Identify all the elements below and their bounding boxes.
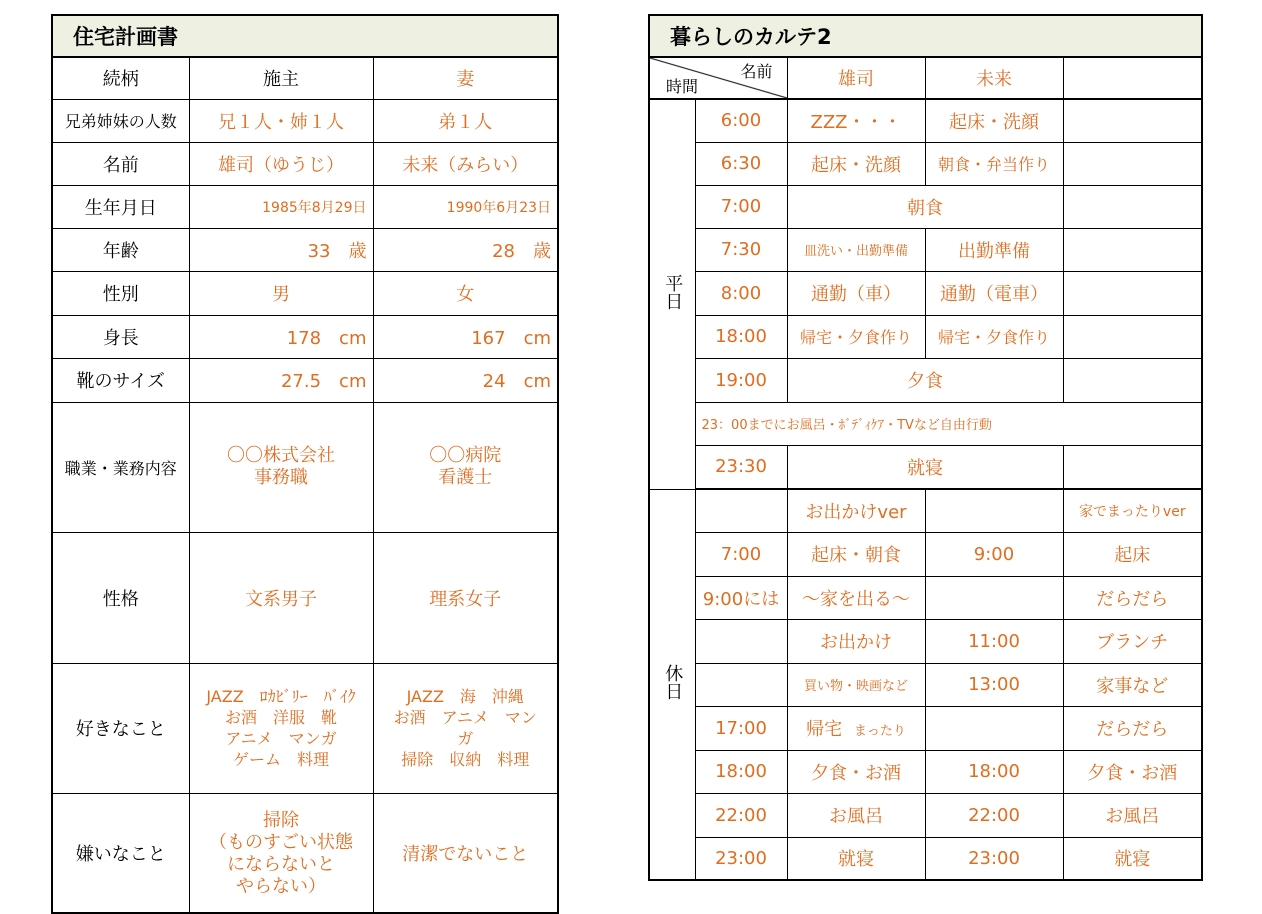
wife-alt-cell: だらだら: [1063, 706, 1202, 750]
holiday-label-cell: [649, 489, 695, 880]
holiday-row: [649, 489, 1202, 532]
relax-text: まったり: [853, 724, 906, 739]
husband-cell: 起床・朝食: [787, 532, 925, 576]
wife-alt-cell: だらだら: [1063, 576, 1202, 619]
husband-cell: お出かけver: [787, 489, 925, 532]
row-label: 続柄: [52, 57, 189, 99]
row-birthday: [52, 185, 558, 228]
husband-cell: JAZZ ﾛｶﾋﾞﾘｰ ﾊﾞｲｸ お酒 洋服 靴 アニメ マンガ ゲーム 料理: [189, 663, 373, 793]
wife-cell: 女: [373, 271, 558, 315]
husband-cell: お風呂: [787, 793, 925, 837]
wife-cell: 通勤（電車）: [925, 271, 1063, 315]
wife-cell: 23:00: [925, 837, 1063, 880]
time-cell: 23:30: [695, 445, 787, 489]
husband-cell: 178 cm: [189, 315, 373, 358]
husband-cell: 文系男子: [189, 532, 373, 663]
husband-cell: 1985年8月29日: [189, 185, 373, 228]
holiday-label: 休日: [662, 664, 684, 701]
row-shoe-size: [52, 358, 558, 402]
husband-cell: お出かけ: [787, 619, 925, 663]
husband-cell: 通勤（車）: [787, 271, 925, 315]
extra-cell: [1063, 185, 1202, 228]
husband-cell: 施主: [189, 57, 373, 99]
housing-plan-title: 住宅計画書: [52, 15, 558, 57]
holiday-row: [649, 663, 1202, 706]
extra-cell: [1063, 228, 1202, 271]
weekday-label-cell: [649, 99, 695, 489]
wife-alt-cell: 夕食・お酒: [1063, 750, 1202, 793]
wife-cell: 朝食・弁当作り: [925, 142, 1063, 185]
husband-cell: 掃除 （ものすごい状態 にならないと やらない）: [189, 793, 373, 913]
holiday-row: [649, 576, 1202, 619]
time-cell: 7:00: [695, 185, 787, 228]
holiday-row: [649, 750, 1202, 793]
row-label: 好きなこと: [52, 663, 189, 793]
wife-cell: 〇〇病院 看護士: [373, 402, 558, 532]
holiday-row: [649, 619, 1202, 663]
husband-cell: 兄１人・姉１人: [189, 99, 373, 142]
time-cell: 18:00: [695, 315, 787, 358]
extra-cell: [1063, 358, 1202, 402]
lifestyle-chart-table: [648, 14, 1203, 881]
weekday-row: [649, 228, 1202, 271]
row-name: [52, 142, 558, 185]
weekday-label: 平日: [662, 274, 684, 311]
husband-cell: 27.5 cm: [189, 358, 373, 402]
home-text: 帰宅: [806, 719, 843, 740]
wife-cell: 未来（みらい）: [373, 142, 558, 185]
row-height: [52, 315, 558, 358]
weekday-row: [649, 142, 1202, 185]
husband-cell: 皿洗い・出勤準備: [787, 228, 925, 271]
extra-cell: [1063, 99, 1202, 142]
row-label: 兄弟姉妹の人数: [52, 99, 189, 142]
weekday-row: [649, 315, 1202, 358]
wife-cell: 起床・洗顔: [925, 99, 1063, 142]
person3-header: [1063, 57, 1202, 99]
row-label: 性格: [52, 532, 189, 663]
husband-cell: 雄司（ゆうじ）: [189, 142, 373, 185]
time-cell: [695, 663, 787, 706]
husband-cell: 33 歳: [189, 228, 373, 271]
husband-cell: 起床・洗顔: [787, 142, 925, 185]
wife-cell: 9:00: [925, 532, 1063, 576]
person1-header: 雄司: [787, 57, 925, 99]
wife-cell: 13:00: [925, 663, 1063, 706]
wife-cell: 11:00: [925, 619, 1063, 663]
time-cell: 17:00: [695, 706, 787, 750]
wife-cell: 理系女子: [373, 532, 558, 663]
wife-cell: 出勤準備: [925, 228, 1063, 271]
husband-cell: 就寝: [787, 837, 925, 880]
person2-header: 未来: [925, 57, 1063, 99]
name-header: 名前: [740, 62, 773, 81]
time-cell: [695, 489, 787, 532]
name-time-corner: [649, 57, 787, 99]
shared-cell: 就寝: [787, 445, 1063, 489]
time-cell: 6:30: [695, 142, 787, 185]
holiday-row: [649, 793, 1202, 837]
extra-cell: [1063, 445, 1202, 489]
husband-cell: 〇〇株式会社 事務職: [189, 402, 373, 532]
weekday-row: [649, 445, 1202, 489]
row-gender: [52, 271, 558, 315]
holiday-row: [649, 837, 1202, 880]
row-dislikes: [52, 793, 558, 913]
husband-cell: 夕食・お酒: [787, 750, 925, 793]
time-cell: 7:00: [695, 532, 787, 576]
wife-cell: [925, 489, 1063, 532]
extra-cell: [1063, 315, 1202, 358]
row-label: 性別: [52, 271, 189, 315]
wife-cell: 弟１人: [373, 99, 558, 142]
lifestyle-chart-title: 暮らしのカルテ2: [649, 15, 1202, 57]
husband-cell: 買い物・映画など: [787, 663, 925, 706]
row-personality: [52, 532, 558, 663]
time-cell: 18:00: [695, 750, 787, 793]
wife-alt-cell: 家事など: [1063, 663, 1202, 706]
weekday-row: [649, 185, 1202, 228]
row-age: [52, 228, 558, 271]
header-row: [649, 57, 1202, 99]
wife-cell: [925, 576, 1063, 619]
time-cell: 19:00: [695, 358, 787, 402]
row-label: 職業・業務内容: [52, 402, 189, 532]
shared-cell: 夕食: [787, 358, 1063, 402]
wife-alt-cell: ブランチ: [1063, 619, 1202, 663]
wife-cell: 22:00: [925, 793, 1063, 837]
husband-cell: [787, 706, 925, 750]
wife-cell: [925, 706, 1063, 750]
wife-cell: 清潔でないこと: [373, 793, 558, 913]
wife-alt-cell: お風呂: [1063, 793, 1202, 837]
wife-cell: JAZZ 海 沖縄 お酒 アニメ マン ガ 掃除 収納 料理: [373, 663, 558, 793]
wife-cell: 妻: [373, 57, 558, 99]
husband-cell: ZZZ・・・: [787, 99, 925, 142]
row-label: 身長: [52, 315, 189, 358]
weekday-row: [649, 358, 1202, 402]
row-occupation: [52, 402, 558, 532]
wife-alt-cell: 家でまったりver: [1063, 489, 1202, 532]
row-siblings: [52, 99, 558, 142]
husband-cell: 帰宅・夕食作り: [787, 315, 925, 358]
time-cell: 9:00には: [695, 576, 787, 619]
time-header: 時間: [666, 77, 699, 96]
time-cell: [695, 619, 787, 663]
wife-cell: 24 cm: [373, 358, 558, 402]
time-cell: 7:30: [695, 228, 787, 271]
row-label: 靴のサイズ: [52, 358, 189, 402]
wife-cell: 1990年6月23日: [373, 185, 558, 228]
wife-alt-cell: 就寝: [1063, 837, 1202, 880]
weekday-row: [649, 271, 1202, 315]
wife-cell: 18:00: [925, 750, 1063, 793]
time-cell: 6:00: [695, 99, 787, 142]
shared-cell: 朝食: [787, 185, 1063, 228]
row-likes: [52, 663, 558, 793]
row-label: 年齢: [52, 228, 189, 271]
extra-cell: [1063, 142, 1202, 185]
wife-cell: 167 cm: [373, 315, 558, 358]
holiday-row: [649, 706, 1202, 750]
housing-plan-table: [51, 14, 559, 914]
extra-cell: [1063, 271, 1202, 315]
time-cell: 22:00: [695, 793, 787, 837]
time-cell: 8:00: [695, 271, 787, 315]
wife-cell: 帰宅・夕食作り: [925, 315, 1063, 358]
row-relationship: [52, 57, 558, 99]
wife-cell: 28 歳: [373, 228, 558, 271]
husband-cell: ～家を出る～: [787, 576, 925, 619]
weekday-row: [649, 402, 1202, 445]
holiday-row: [649, 532, 1202, 576]
row-label: 名前: [52, 142, 189, 185]
weekday-row: [649, 99, 1202, 142]
husband-cell: 男: [189, 271, 373, 315]
wife-alt-cell: 起床: [1063, 532, 1202, 576]
free-time-note: 23：00までにお風呂・ﾎﾞﾃﾞｨｹｱ・TVなど自由行動: [695, 402, 1202, 445]
row-label: 嫌いなこと: [52, 793, 189, 913]
time-cell: 23:00: [695, 837, 787, 880]
row-label: 生年月日: [52, 185, 189, 228]
